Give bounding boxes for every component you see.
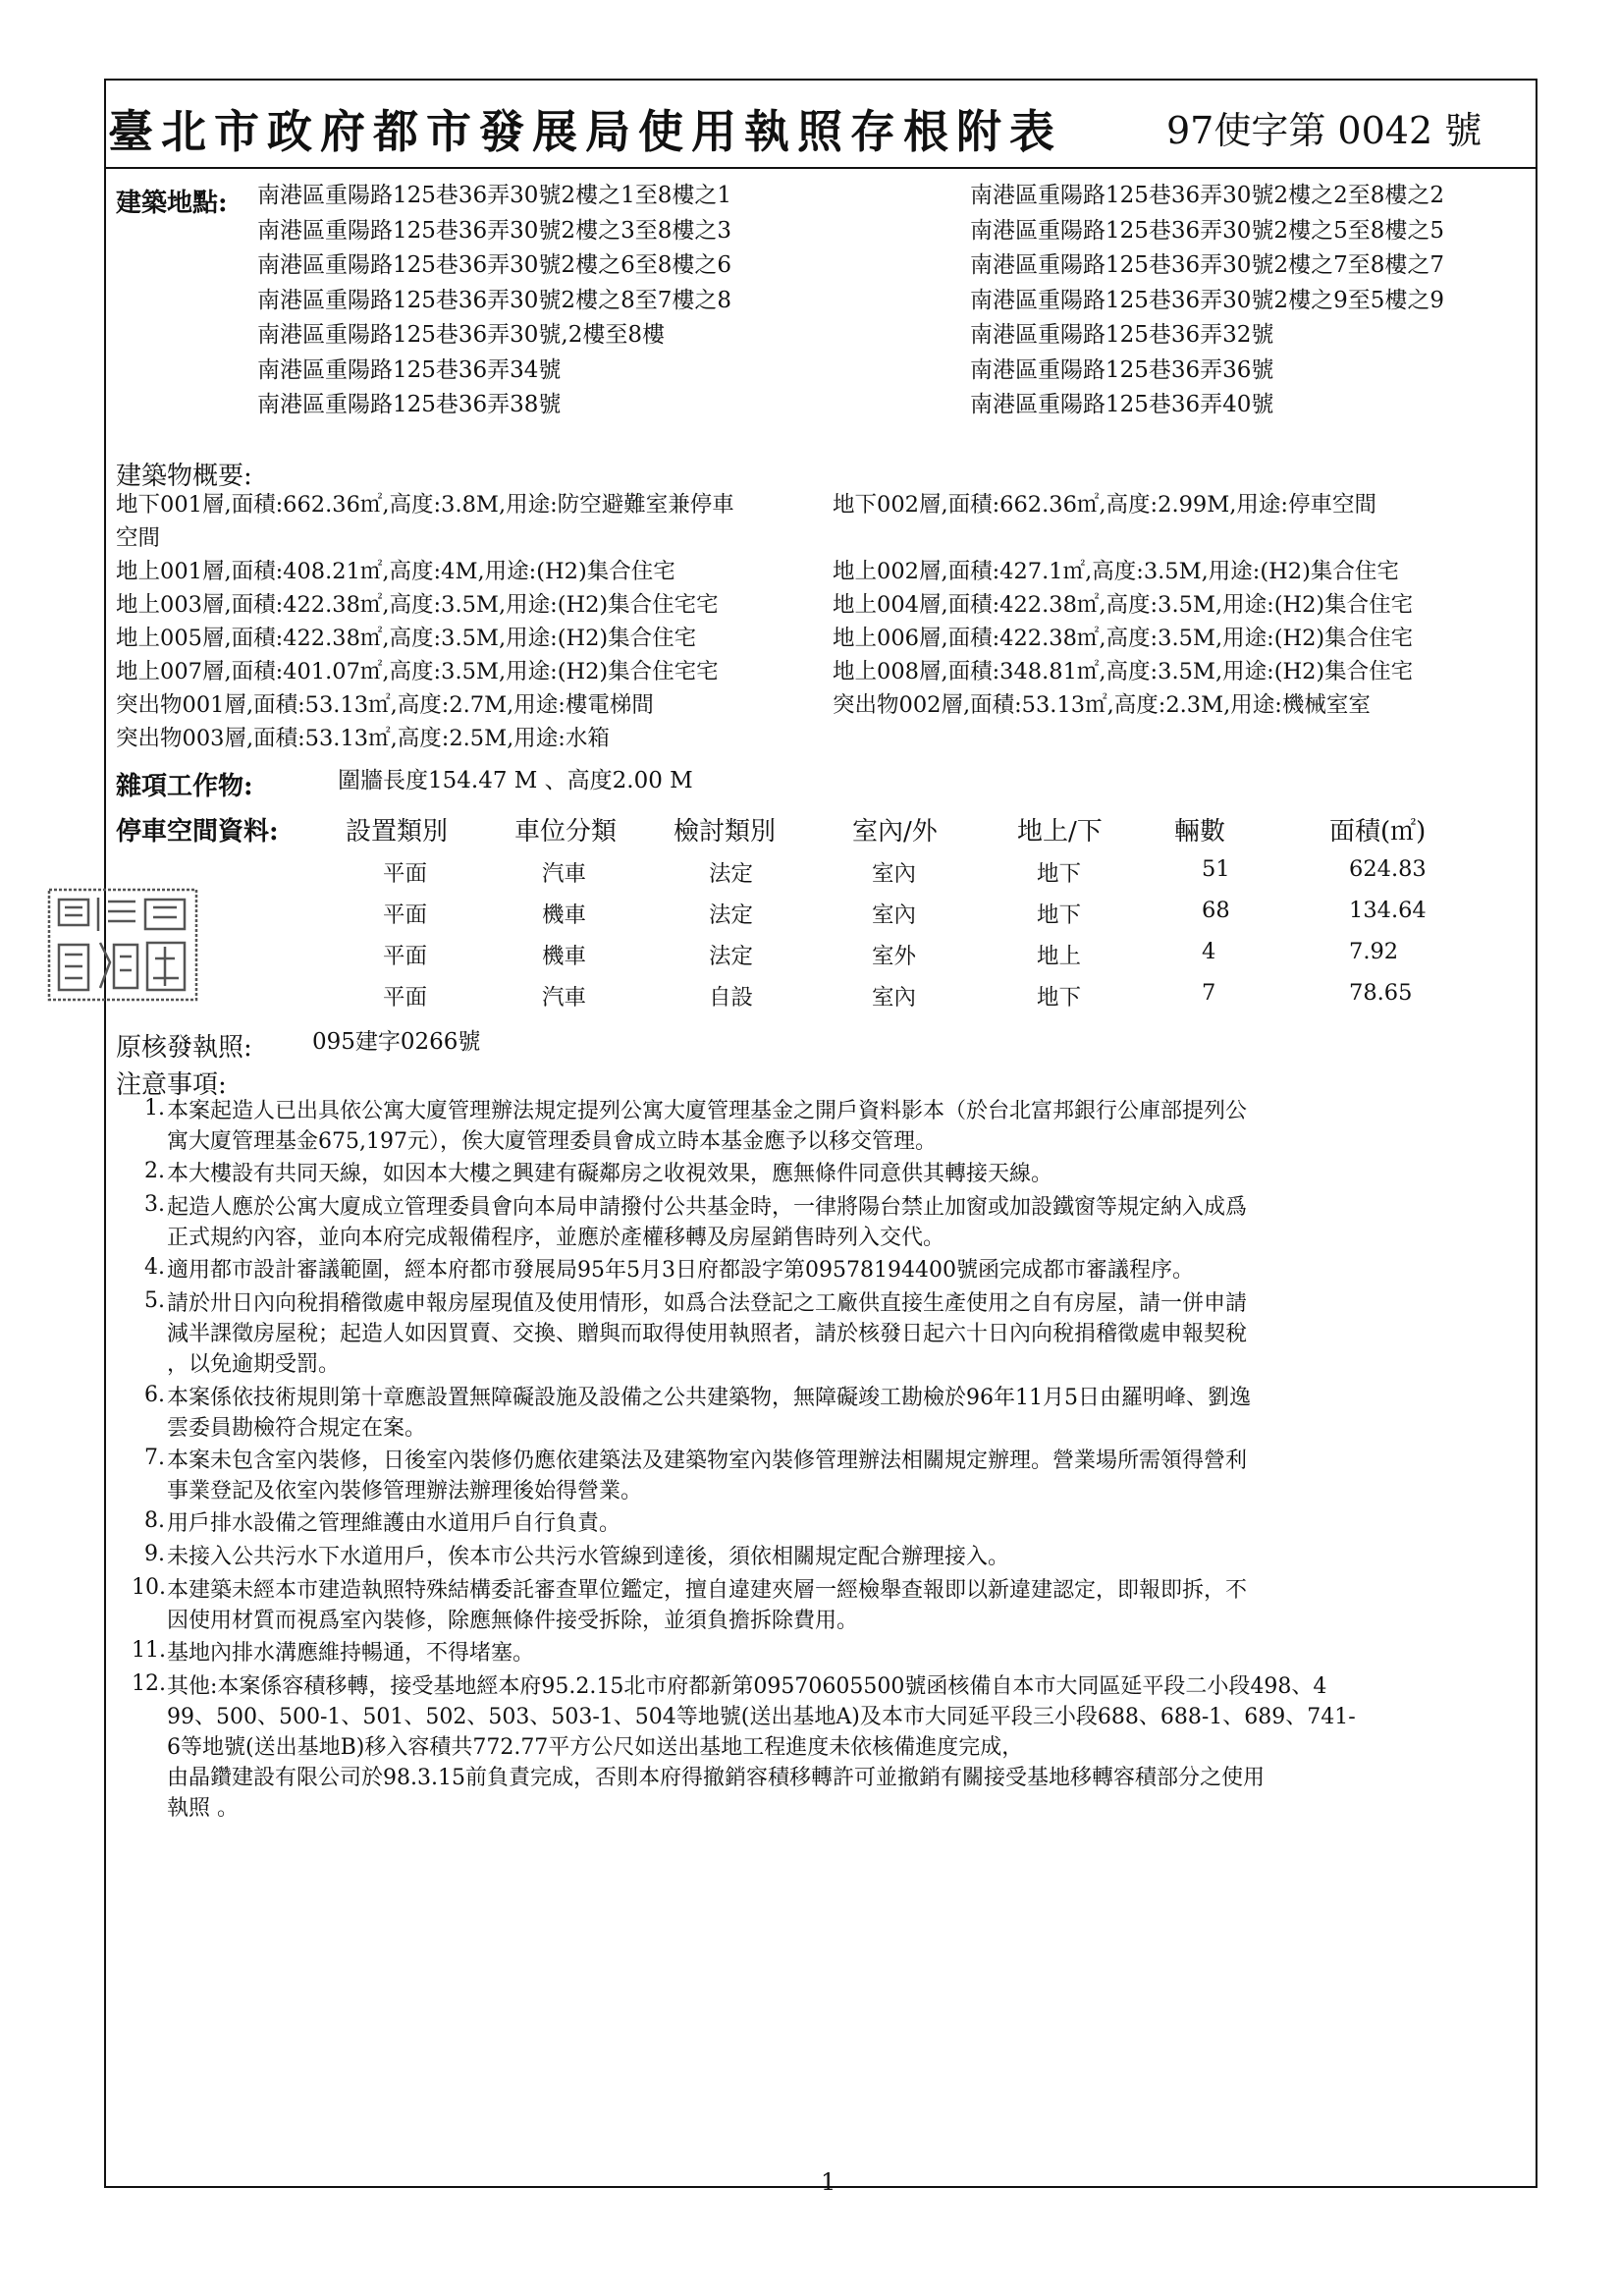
parking-cell: 624.83 — [1349, 856, 1427, 882]
note-number: 5. — [144, 1288, 165, 1313]
note-text: 基地內排水溝應維持暢通，不得堵塞。 — [167, 1641, 535, 1666]
location-item: 南港區重陽路125巷36弄36號 — [970, 356, 1274, 383]
parking-cell: 平面 — [383, 902, 428, 928]
parking-cell: 汽車 — [542, 985, 587, 1011]
parking-cell: 7.92 — [1349, 939, 1399, 964]
original-permit-value: 095建字0266號 — [312, 1029, 481, 1055]
parking-cell: 68 — [1202, 898, 1230, 923]
building-floor: 地下002層,面積:662.36㎡,高度:2.99M,用途:停車空間 — [833, 492, 1377, 518]
location-item: 南港區重陽路125巷36弄40號 — [970, 392, 1274, 417]
note-number: 4. — [144, 1255, 165, 1280]
location-left-column — [257, 179, 731, 423]
note-text: 請於卅日內向稅捐稽徵處申報房屋現值及使用情形，如爲合法登記之工廠供直接生產使用之自有房屋，請一併申請 減半課徵房屋稅；起造人如因買賣、交換、贈與而取得使用執照者，請於核發日起六十日內向稅捐稽徵處申報契稅 ，以免逾期受罰。 — [167, 1291, 1248, 1377]
parking-header: 室內/外 — [852, 817, 938, 847]
building-floor: 突出物003層,面積:53.13㎡,高度:2.5M,用途:水箱 — [116, 726, 610, 751]
note-text: 用戶排水設備之管理維護由水道用戶自行負責。 — [167, 1511, 621, 1536]
note-text: 本建築未經本市建造執照特殊結構委託審查單位鑑定，擅自違建夾層一經檢舉查報即以新違建認定，即報即拆，不 因使用材質而視爲室內裝修，除應無條件接受拆除，並須負擔拆除費用。 — [167, 1578, 1248, 1633]
note-number: 7. — [144, 1446, 165, 1470]
original-permit-label: 原核發執照: — [116, 1033, 252, 1063]
parking-cell: 地上 — [1037, 944, 1082, 969]
building-floor: 突出物001層,面積:53.13㎡,高度:2.7M,用途:樓電梯間 — [116, 692, 654, 718]
note-text: 起造人應於公寓大廈成立管理委員會向本局申請撥付公共基金時，一律將陽台禁止加窗或加設鐵窗等規定納入成爲 正式規約內容，並向本府完成報備程序，並應於產權移轉及房屋銷售時列入交代。 — [167, 1195, 1248, 1250]
parking-cell: 法定 — [709, 944, 754, 969]
misc-value: 圍牆長度154.47 M 、高度2.00 M — [338, 768, 693, 793]
location-item: 南港區重陽路125巷36弄38號 — [257, 392, 562, 417]
location-item: 南港區重陽路125巷36弄30號2樓之6至8樓之6 — [257, 252, 731, 278]
note-number: 12. — [132, 1671, 166, 1696]
building-floor: 地上008層,面積:348.81㎡,高度:3.5M,用途:(H2)集合住宅 — [833, 659, 1414, 684]
parking-cell: 平面 — [383, 985, 428, 1011]
note-number: 6. — [144, 1383, 165, 1407]
parking-header: 檢討類別 — [674, 817, 777, 847]
parking-cell: 78.65 — [1349, 980, 1413, 1006]
parking-cell: 4 — [1202, 939, 1216, 964]
note-number: 10. — [132, 1575, 166, 1600]
building-floor: 地上005層,面積:422.38㎡,高度:3.5M,用途:(H2)集合住宅 — [116, 626, 697, 651]
parking-cell: 法定 — [709, 902, 754, 928]
parking-header: 地上/下 — [1017, 817, 1103, 847]
location-item: 南港區重陽路125巷36弄32號 — [970, 322, 1274, 348]
location-right-column — [970, 179, 1444, 423]
official-seal-stamp — [45, 884, 206, 1008]
note-number: 3. — [144, 1192, 165, 1217]
location-item: 南港區重陽路125巷36弄30號2樓之3至8樓之3 — [257, 217, 731, 244]
page-number: 1 — [821, 2168, 836, 2196]
building-floor: 空間 — [116, 525, 161, 551]
parking-header: 輛數 — [1174, 817, 1226, 847]
building-label: 建築物概要: — [116, 462, 252, 491]
note-text: 未接入公共污水下水道用戶，俟本市公共污水管線到達後，須依相關規定配合辦理接入。 — [167, 1545, 1010, 1569]
parking-cell: 51 — [1202, 856, 1230, 882]
building-floor: 地下001層,面積:662.36㎡,高度:3.8M,用途:防空避難室兼停車 — [116, 492, 734, 518]
building-floor: 地上007層,面積:401.07㎡,高度:3.5M,用途:(H2)集合住宅宅 — [116, 659, 719, 684]
parking-cell: 室內 — [872, 861, 917, 887]
parking-cell: 汽車 — [542, 861, 587, 887]
parking-header: 設置類別 — [346, 817, 449, 847]
parking-cell: 室內 — [872, 902, 917, 928]
misc-label: 雜項工作物: — [116, 772, 253, 801]
parking-cell: 平面 — [383, 944, 428, 969]
building-floor: 地上006層,面積:422.38㎡,高度:3.5M,用途:(H2)集合住宅 — [833, 626, 1414, 651]
parking-cell: 地下 — [1037, 985, 1082, 1011]
parking-cell: 機車 — [542, 902, 587, 928]
parking-cell: 室內 — [872, 985, 917, 1011]
parking-cell: 134.64 — [1349, 898, 1427, 923]
note-number: 8. — [144, 1508, 165, 1533]
location-item: 南港區重陽路125巷36弄30號,2樓至8樓 — [257, 322, 666, 348]
note-text: 本大樓設有共同天線，如因本大樓之興建有礙鄰房之收視效果，應無條件同意供其轉接天線。 — [167, 1162, 1053, 1186]
building-floor: 地上002層,面積:427.1㎡,高度:3.5M,用途:(H2)集合住宅 — [833, 559, 1399, 584]
notes-label: 注意事項: — [116, 1070, 227, 1100]
building-floor: 突出物002層,面積:53.13㎡,高度:2.3M,用途:機械室室 — [833, 692, 1371, 718]
location-label: 建築地點: — [116, 189, 228, 218]
page-title: 臺北市政府都市發展局使用執照存根附表 — [108, 105, 1062, 158]
location-item: 南港區重陽路125巷36弄30號2樓之9至5樓之9 — [970, 287, 1444, 313]
location-item: 南港區重陽路125巷36弄34號 — [257, 356, 562, 383]
parking-cell: 地下 — [1037, 861, 1082, 887]
note-text: 本案起造人已出具依公寓大廈管理辦法規定提列公寓大廈管理基金之開戶資料影本（於台北富邦銀行公庫部提列公 寓大廈管理基金675,197元），俟大廈管理委員會成立時本基金應予以移交管理。 — [167, 1099, 1248, 1154]
note-text: 本案係依技術規則第十章應設置無障礙設施及設備之公共建築物，無障礙竣工勘檢於96年11月5日由羅明峰、劉逸 雲委員勘檢符合規定在案。 — [167, 1386, 1251, 1441]
parking-cell: 室外 — [872, 944, 917, 969]
building-floor: 地上001層,面積:408.21㎡,高度:4M,用途:(H2)集合住宅 — [116, 559, 675, 584]
note-number: 9. — [144, 1542, 165, 1566]
permit-number: 97使字第 0042 號 — [1166, 109, 1483, 152]
building-floor: 地上003層,面積:422.38㎡,高度:3.5M,用途:(H2)集合住宅宅 — [116, 592, 719, 618]
parking-cell: 地下 — [1037, 902, 1082, 928]
parking-cell: 自設 — [709, 985, 754, 1011]
location-item: 南港區重陽路125巷36弄30號2樓之1至8樓之1 — [257, 183, 731, 208]
building-floor: 地上004層,面積:422.38㎡,高度:3.5M,用途:(H2)集合住宅 — [833, 592, 1414, 618]
note-text: 適用都市設計審議範圍，經本府都市發展局95年5月3日府都設字第09578194400號函完成都市審議程序。 — [167, 1258, 1194, 1283]
location-item: 南港區重陽路125巷36弄30號2樓之7至8樓之7 — [970, 252, 1444, 278]
note-number: 11. — [132, 1638, 166, 1663]
parking-cell: 7 — [1202, 980, 1216, 1006]
location-item: 南港區重陽路125巷36弄30號2樓之2至8樓之2 — [970, 183, 1444, 208]
note-text: 本案未包含室內裝修，日後室內裝修仍應依建築法及建築物室內裝修管理辦法相關規定辦理。營業場所需領得營利 事業登記及依室內裝修管理辦法辦理後始得營業。 — [167, 1449, 1248, 1503]
location-item: 南港區重陽路125巷36弄30號2樓之5至8樓之5 — [970, 217, 1444, 244]
parking-cell: 平面 — [383, 861, 428, 887]
parking-label: 停車空間資料: — [116, 817, 279, 847]
parking-cell: 機車 — [542, 944, 587, 969]
parking-cell: 法定 — [709, 861, 754, 887]
location-item: 南港區重陽路125巷36弄30號2樓之8至7樓之8 — [257, 287, 731, 313]
parking-header: 車位分類 — [514, 817, 618, 847]
note-number: 1. — [144, 1096, 165, 1121]
note-text: 其他:本案係容積移轉，接受基地經本府95.2.15北市府都新第09570605500號函核備自本市大同區延平段二小段498、4 99、500、500-1、501、502、503、503-1、504等地號(送出基地A)及本市大同延平段三小段688、688-1、689、741- 6等地號(送出基地B)移入容積共772.77平方公尺如送出基地工程進度未依核備進度完成， 由晶鑽建設有限公司於98.3.15前負責完成，否則本府得撤銷容積移轉許可並撤銷有關接受基地移轉容積部分之使用 執照 。 — [167, 1674, 1356, 1821]
parking-header: 面積(㎡) — [1329, 817, 1427, 847]
note-number: 2. — [144, 1159, 165, 1183]
